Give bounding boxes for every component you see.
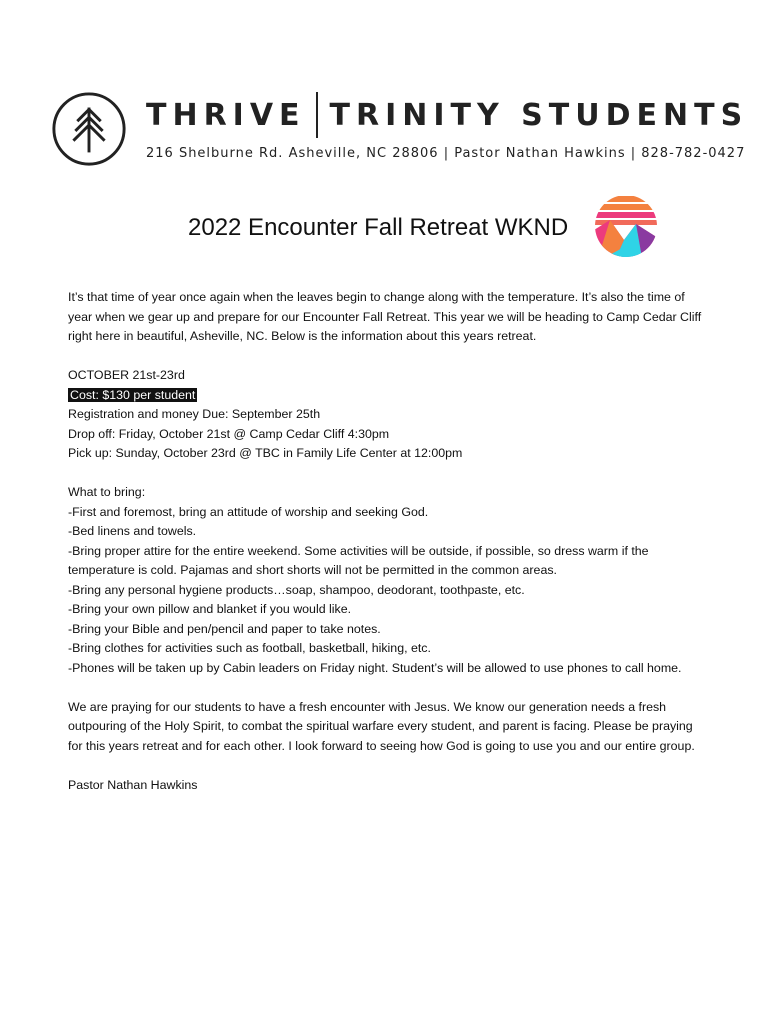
signature: Pastor Nathan Hawkins — [68, 777, 198, 792]
retreat-dates: OCTOBER 21st-23rd — [68, 368, 185, 382]
brand-thrive: THRIVE — [146, 97, 306, 133]
registration-due: Registration and money Due: September 25th — [68, 407, 321, 421]
pine-tree-circle-logo-icon — [50, 90, 128, 168]
spacer — [68, 347, 708, 367]
spacer — [68, 464, 708, 484]
spacer — [68, 756, 708, 776]
brand-trinity-students: TRINITY STUDENTS — [329, 97, 749, 133]
letterhead — [50, 88, 749, 170]
closing-paragraph: We are praying for our students to have a fresh encounter with Jesus. We know our generation needs a fresh outpouring of the Holy Spirit, to combat the spiritual warfare every student, and parent is facing. Please be praying for this years retreat and for each other. I look forward to seeing how God is going to use you and our entire group. — [68, 699, 695, 753]
bring-item: -Bring proper attire for the entire weekend. Some activities will be outside, if possible, so dress warm if the temperature is cold. Pajamas and short shorts will not be permitted in the common areas. — [68, 543, 649, 577]
brand-title — [146, 92, 748, 138]
bring-item: -Bring any personal hygiene products…soap, shampoo, deodorant, toothpaste, etc. — [68, 582, 525, 597]
bring-item: -First and foremost, bring an attitude of worship and seeking God. — [68, 504, 429, 519]
brand-divider — [316, 92, 318, 138]
pick-up-info: Pick up: Sunday, October 23rd @ TBC in Family Life Center at 12:00pm — [68, 446, 463, 460]
bring-item: -Bed linens and towels. — [68, 524, 197, 538]
bring-item: -Bring your Bible and pen/pencil and paper to take notes. — [68, 621, 381, 636]
bring-item: -Bring clothes for activities such as football, basketball, hiking, etc. — [68, 641, 431, 655]
spacer — [68, 678, 708, 698]
what-to-bring-heading: What to bring: — [68, 485, 146, 499]
drop-off-info: Drop off: Friday, October 21st @ Camp Cedar Cliff 4:30pm — [68, 426, 390, 441]
bring-item: -Phones will be taken up by Cabin leaders on Friday night. Student’s will be allowed to use phones to call home. — [68, 660, 682, 675]
page-title: 2022 Encounter Fall Retreat WKND — [188, 214, 569, 241]
cost-highlight: Cost: $130 per student — [70, 387, 196, 402]
intro-paragraph: It’s that time of year once again when the leaves begin to change along with the temperature. It’s also the time of year when we gear up and prepare for our Encounter Fall Retreat. This year we will be heading to Camp Cedar Cliff right here in beautiful, Asheville, NC. Below is the information about this years retreat. — [68, 290, 702, 343]
bring-item: -Bring your own pillow and blanket if you would like. — [68, 602, 352, 616]
letter-body — [68, 288, 708, 795]
address-line: 216 Shelburne Rd. Asheville, NC 28806 | Pastor Nathan Hawkins | 828-782-0427 — [146, 146, 746, 161]
sunset-mountains-badge-icon — [594, 194, 658, 258]
cost-line — [68, 386, 708, 406]
